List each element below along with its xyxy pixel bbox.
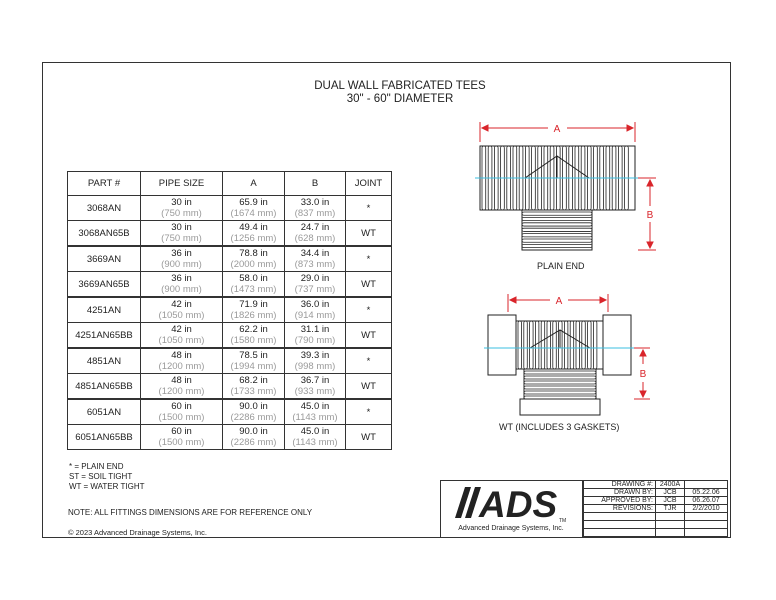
tb-date: 05.22.06 xyxy=(685,489,728,497)
spec-table xyxy=(67,171,392,450)
cell-pipe-size xyxy=(141,272,223,298)
tb-by xyxy=(656,513,685,521)
tb-date: 06.26.07 xyxy=(685,497,728,505)
cell-part: 3669AN65B xyxy=(68,272,141,298)
cell-joint: WT xyxy=(346,323,392,349)
pipe-size-mm: (1200 mm) xyxy=(158,386,205,397)
table-row xyxy=(68,323,392,349)
header-pipe-size: PIPE SIZE xyxy=(141,172,223,196)
logo-company-name: Advanced Drainage Systems, Inc. xyxy=(458,525,564,532)
pipe-size-in: 60 in xyxy=(171,401,192,412)
b-mm: (628 mm) xyxy=(294,233,336,244)
title-block-row xyxy=(584,497,728,505)
cell-part: 4851AN xyxy=(68,348,141,374)
title-block-row xyxy=(584,481,728,489)
b-mm: (914 mm) xyxy=(294,310,336,321)
plain-end-branch-corrugations xyxy=(522,212,592,248)
tb-by: JCB xyxy=(656,489,685,497)
pipe-size-mm: (900 mm) xyxy=(161,259,202,270)
corrugation-rib xyxy=(524,376,596,379)
cell-b xyxy=(285,196,346,221)
corrugation-rib xyxy=(522,244,592,247)
table-row xyxy=(68,348,392,374)
table-row xyxy=(68,196,392,221)
ads-logo xyxy=(440,480,583,537)
cell-pipe-size xyxy=(141,374,223,400)
table-row xyxy=(68,399,392,425)
corrugation-rib xyxy=(524,381,596,384)
corrugation-rib xyxy=(588,321,591,369)
cell-part: 4251AN65BB xyxy=(68,323,141,349)
cell-b xyxy=(285,297,346,323)
a-in: 58.0 in xyxy=(239,273,268,284)
a-in: 65.9 in xyxy=(239,197,268,208)
header-a: A xyxy=(223,172,285,196)
reference-note: NOTE: ALL FITTINGS DIMENSIONS ARE FOR REFERENCE ONLY xyxy=(68,508,313,517)
cell-part: 3068AN xyxy=(68,196,141,221)
corrugation-rib xyxy=(593,321,596,369)
pipe-size-in: 30 in xyxy=(171,222,192,233)
pipe-size-in: 48 in xyxy=(171,375,192,386)
a-mm: (2286 mm) xyxy=(230,437,277,448)
logo-mark-text: ADS xyxy=(479,484,558,525)
tb-label xyxy=(584,521,656,529)
cell-b xyxy=(285,272,346,298)
a-mm: (1256 mm) xyxy=(230,233,277,244)
pipe-size-mm: (900 mm) xyxy=(161,284,202,295)
cell-b xyxy=(285,221,346,247)
cell-pipe-size xyxy=(141,196,223,221)
b-in: 33.0 in xyxy=(300,197,330,208)
pipe-size-mm: (750 mm) xyxy=(161,208,202,219)
b-in: 45.0 in xyxy=(300,426,330,437)
caption-plain-end: PLAIN END xyxy=(537,261,585,271)
b-mm: (790 mm) xyxy=(294,335,336,346)
pipe-size-in: 42 in xyxy=(171,299,192,310)
cell-joint: * xyxy=(346,297,392,323)
title-block-row xyxy=(584,529,728,537)
pipe-size-in: 42 in xyxy=(171,324,192,335)
a-in: 71.9 in xyxy=(239,299,268,310)
b-in: 31.1 in xyxy=(300,324,330,335)
cell-pipe-size xyxy=(141,323,223,349)
title-block-row xyxy=(584,489,728,497)
tb-date xyxy=(685,513,728,521)
wt-dim-a-label: A xyxy=(555,296,563,307)
b-in: 36.7 in xyxy=(300,375,330,386)
b-mm: (873 mm) xyxy=(294,259,336,270)
header-joint: JOINT xyxy=(346,172,392,196)
table-row xyxy=(68,297,392,323)
a-mm: (1826 mm) xyxy=(230,310,277,321)
table-row xyxy=(68,425,392,450)
tb-label xyxy=(584,513,656,521)
cell-pipe-size xyxy=(141,246,223,272)
a-in: 78.8 in xyxy=(239,248,268,259)
corrugation-rib xyxy=(522,223,592,226)
pipe-size-in: 30 in xyxy=(171,197,192,208)
cell-a xyxy=(223,399,285,425)
table-row xyxy=(68,374,392,400)
corrugation-rib xyxy=(576,321,579,369)
title-line-1: DUAL WALL FABRICATED TEES xyxy=(314,80,486,92)
pipe-size-in: 36 in xyxy=(171,273,192,284)
title-block-row xyxy=(584,513,728,521)
cell-a xyxy=(223,323,285,349)
cell-joint: * xyxy=(346,246,392,272)
cell-a xyxy=(223,221,285,247)
header-part: PART # xyxy=(68,172,141,196)
cell-joint: * xyxy=(346,196,392,221)
corrugation-rib xyxy=(570,321,573,369)
title-line-2: 30" - 60" DIAMETER xyxy=(346,93,454,105)
table-row xyxy=(68,246,392,272)
tb-by xyxy=(656,529,685,537)
pipe-size-in: 60 in xyxy=(171,426,192,437)
cell-part: 4251AN xyxy=(68,297,141,323)
b-in: 34.4 in xyxy=(300,248,330,259)
cell-a xyxy=(223,272,285,298)
cell-part: 3068AN65B xyxy=(68,221,141,247)
pipe-size-mm: (750 mm) xyxy=(161,233,202,244)
title-block-table xyxy=(583,480,728,537)
tb-label: REVISIONS: xyxy=(584,505,656,513)
table-row xyxy=(68,272,392,298)
b-mm: (998 mm) xyxy=(294,361,336,372)
a-in: 90.0 in xyxy=(239,426,268,437)
cell-part: 6051AN65BB xyxy=(68,425,141,450)
a-in: 62.2 in xyxy=(239,324,268,335)
tb-date xyxy=(685,481,728,489)
pipe-size-mm: (1050 mm) xyxy=(158,310,205,321)
cell-pipe-size xyxy=(141,348,223,374)
wt-tee-drawing xyxy=(480,290,680,420)
b-in: 36.0 in xyxy=(300,299,330,310)
corrugation-rib xyxy=(547,321,550,369)
plain-end-dim-a-label: A xyxy=(553,124,561,135)
cell-joint: * xyxy=(346,348,392,374)
cell-pipe-size xyxy=(141,399,223,425)
table-row xyxy=(68,221,392,247)
pipe-size-mm: (1500 mm) xyxy=(158,412,205,423)
cell-joint: WT xyxy=(346,374,392,400)
cell-pipe-size xyxy=(141,297,223,323)
cell-b xyxy=(285,348,346,374)
pipe-size-mm: (1200 mm) xyxy=(158,361,205,372)
a-in: 90.0 in xyxy=(239,401,268,412)
pipe-size-mm: (1050 mm) xyxy=(158,335,205,346)
cell-pipe-size xyxy=(141,221,223,247)
header-b: B xyxy=(285,172,346,196)
legend-plain-end: * = PLAIN END xyxy=(69,462,124,471)
b-in: 39.3 in xyxy=(300,350,330,361)
cell-a xyxy=(223,246,285,272)
corrugation-rib xyxy=(530,321,533,369)
legend-soil-tight: ST = SOIL TIGHT xyxy=(69,472,133,481)
corrugation-rib xyxy=(541,321,544,369)
corrugation-rib xyxy=(553,321,556,369)
tb-by: 2400A xyxy=(656,481,685,489)
cell-a xyxy=(223,425,285,450)
corrugation-rib xyxy=(518,321,521,369)
caption-wt: WT (INCLUDES 3 GASKETS) xyxy=(499,422,620,432)
legend-water-tight: WT = WATER TIGHT xyxy=(69,482,145,491)
wt-dim-b-label: B xyxy=(639,369,647,380)
tb-date: 2/2/2010 xyxy=(685,505,728,513)
cell-joint: WT xyxy=(346,272,392,298)
a-mm: (2286 mm) xyxy=(230,412,277,423)
cell-pipe-size xyxy=(141,425,223,450)
cell-part: 6051AN xyxy=(68,399,141,425)
cell-part: 4851AN65BB xyxy=(68,374,141,400)
cell-a xyxy=(223,374,285,400)
b-mm: (933 mm) xyxy=(294,386,336,397)
a-in: 49.4 in xyxy=(239,222,268,233)
wt-branch-corrugations xyxy=(524,371,596,399)
title-block-row xyxy=(584,521,728,529)
plain-end-tee-drawing xyxy=(470,118,670,258)
cell-joint: * xyxy=(346,399,392,425)
tb-label: DRAWN BY: xyxy=(584,489,656,497)
corrugation-rib xyxy=(524,371,596,374)
b-mm: (737 mm) xyxy=(294,284,336,295)
b-mm: (1143 mm) xyxy=(292,412,338,423)
a-mm: (1580 mm) xyxy=(230,335,277,346)
a-mm: (1994 mm) xyxy=(230,361,277,372)
title-block-row xyxy=(584,505,728,513)
copyright: © 2023 Advanced Drainage Systems, Inc. xyxy=(68,528,207,537)
cell-b xyxy=(285,399,346,425)
cell-b xyxy=(285,323,346,349)
corrugation-rib xyxy=(522,212,592,215)
corrugation-rib xyxy=(524,386,596,389)
title-block xyxy=(440,480,731,538)
tb-date xyxy=(685,529,728,537)
b-mm: (837 mm) xyxy=(294,208,336,219)
tb-by: JCB xyxy=(656,497,685,505)
cell-a xyxy=(223,297,285,323)
a-in: 68.2 in xyxy=(239,375,268,386)
tb-label: APPROVED BY: xyxy=(584,497,656,505)
cell-b xyxy=(285,425,346,450)
cell-joint: WT xyxy=(346,221,392,247)
cell-joint: WT xyxy=(346,425,392,450)
drawing-title xyxy=(0,80,776,106)
spec-table-header xyxy=(68,172,392,196)
corrugation-rib xyxy=(522,228,592,231)
b-in: 45.0 in xyxy=(300,401,330,412)
cell-b xyxy=(285,374,346,400)
joint-legend xyxy=(69,462,144,492)
tb-label xyxy=(584,529,656,537)
a-mm: (1473 mm) xyxy=(230,284,277,295)
cell-b xyxy=(285,246,346,272)
pipe-size-mm: (1500 mm) xyxy=(158,437,205,448)
a-mm: (1733 mm) xyxy=(230,386,277,397)
tb-by: TJR xyxy=(656,505,685,513)
a-mm: (1674 mm) xyxy=(230,208,277,219)
b-in: 29.0 in xyxy=(300,273,330,284)
b-mm: (1143 mm) xyxy=(292,437,338,448)
b-in: 24.7 in xyxy=(300,222,330,233)
pipe-size-in: 48 in xyxy=(171,350,192,361)
logo-tm: TM xyxy=(559,518,567,524)
a-in: 78.5 in xyxy=(239,350,268,361)
cell-part: 3669AN xyxy=(68,246,141,272)
corrugation-rib xyxy=(524,391,596,394)
corrugation-rib xyxy=(522,234,592,237)
tb-label: DRAWING #: xyxy=(584,481,656,489)
corrugation-rib xyxy=(524,321,527,369)
corrugation-rib xyxy=(564,321,567,369)
cell-a xyxy=(223,196,285,221)
tb-date xyxy=(685,521,728,529)
a-mm: (2000 mm) xyxy=(230,259,277,270)
tb-by xyxy=(656,521,685,529)
corrugation-rib xyxy=(522,217,592,220)
corrugation-rib xyxy=(522,239,592,242)
pipe-size-in: 36 in xyxy=(171,248,192,259)
ads-logo-mark xyxy=(441,481,582,537)
cell-a xyxy=(223,348,285,374)
plain-end-dim-b-label: B xyxy=(646,210,654,221)
